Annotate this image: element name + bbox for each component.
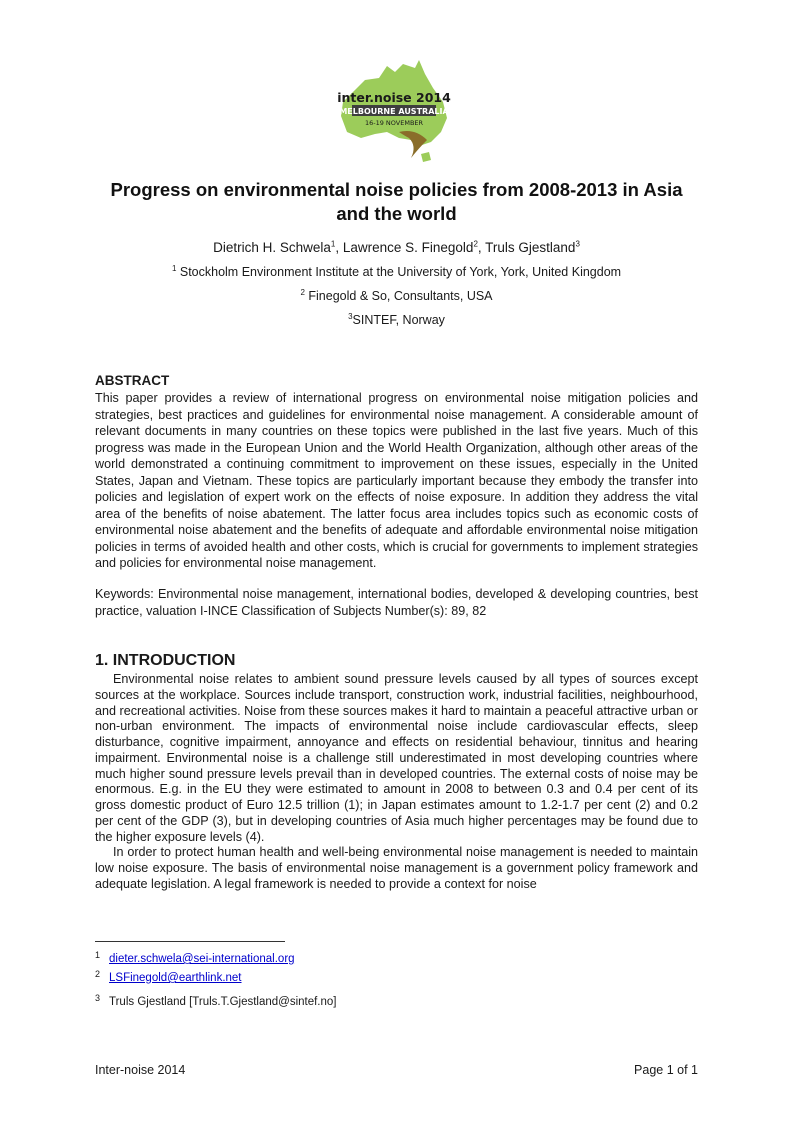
footer-page-number: Page 1 of 1 bbox=[634, 1063, 698, 1077]
footnote: 3 Truls Gjestland [Truls.T.Gjestland@sintef.no] bbox=[95, 993, 337, 1008]
paragraph: In order to protect human health and well-being environmental noise management is needed to maintain low noise exposure. The basis of environmental noise management is a government policy framework and adequate legislation. A legal framework is needed to provide a context for noise bbox=[95, 845, 698, 891]
abstract-text: This paper provides a review of international progress on environmental noise mitigation policies and strategies, best practices and guidelines for environmental noise management. A considerable amount of relevant documents in many countries on these topics were published in the last five years. Much of this progress was made in the European Union and the World Health Organization, although other areas of the world demonstrated a continuing commitment to improvement on these issues, especially in the United States, Japan and Vietnam. These topics are particularly important because they embody the transfer into policies and legislation of expert work on the effects of noise exposure. In addition they address the vital area of the benefits of noise abatement. The latter focus area includes topics such as economic costs of environmental noise abatement and the benefits of adequate and affordable environmental noise mitigation policies in terms of avoided health and other costs, which is crucial for governments to implement strategies and policies for environmental noise management. bbox=[95, 391, 698, 570]
paragraph: Environmental noise relates to ambient sound pressure levels caused by all types of sources except sources at the workplace. Sources include transport, construction work, industrial facilities, neighbourhood, and recreational activities. Noise from these sources makes it hard to maintain a peaceful attractive urban or non-urban environment. The impacts of environmental noise include cardiovascular effects, sleep disturbance, cognitive impairment, annoyance and effects on residential behaviour, tinnitus and hearing impairment. Environmental noise is a challenge still underestimated in most developing countries where much higher sound pressure levels prevail than in developed countries. The external costs of noise may be enormous. E.g. in the EU they were estimated to amount in 2008 to between 0.3 and 0.4 per cent of its gross domestic product of Euro 12.5 trillion (1); in Japan estimates amount to 1.2-1.7 per cent (2) and 0.2 per cent of the GDP (3), but in developing countries of Asia much higher percentages may be found due to the higher exposure levels (4). bbox=[95, 672, 698, 844]
author-name: Dietrich H. Schwela bbox=[213, 240, 331, 255]
email-link[interactable]: dieter.schwela@sei-international.org bbox=[109, 953, 295, 965]
footnote: 1 dieter.schwela@sei-international.org bbox=[95, 950, 295, 965]
footnote: 2 LSFinegold@earthlink.net bbox=[95, 969, 242, 984]
author-mark: 2 bbox=[473, 239, 478, 249]
section-heading-introduction: 1. INTRODUCTION bbox=[95, 652, 236, 669]
affiliation: $^3$SINTEF, Norway bbox=[348, 311, 445, 327]
abstract-heading: ABSTRACT bbox=[95, 373, 170, 388]
author-name: Truls Gjestland bbox=[485, 240, 576, 255]
author-mark: 3 bbox=[575, 239, 580, 249]
author-list: Dietrich H. Schwela$^1$, Lawrence S. Finegold$^2$, Truls Gjestland$^3$ bbox=[213, 239, 580, 255]
keywords: Keywords: Environmental noise management, international bodies, developed & developing countries, best practice, valuation I-INCE Classification of Subjects Number(s): 89, 82 bbox=[95, 587, 698, 618]
tasmania-shape bbox=[421, 152, 431, 162]
logo-location: MELBOURNE AUSTRALIA bbox=[339, 107, 449, 116]
paper-title: Progress on environmental noise policies from 2008-2013 in Asia and the world bbox=[110, 179, 683, 224]
affiliation: $^1$ Stockholm Environment Institute at the University of York, York, United Kingdom bbox=[171, 263, 622, 279]
email-link[interactable]: LSFinegold@earthlink.net bbox=[109, 972, 242, 984]
conference-logo bbox=[335, 58, 453, 170]
introduction-body bbox=[95, 672, 698, 893]
author-mark: 1 bbox=[330, 239, 336, 249]
affiliation: $^2$ Finegold & So, Consultants, USA bbox=[300, 287, 493, 303]
logo-dates: 16-19 NOVEMBER bbox=[364, 119, 424, 127]
footnote-divider bbox=[95, 941, 285, 942]
author-name: Lawrence S. Finegold bbox=[342, 240, 474, 255]
footer-conference: Inter-noise 2014 bbox=[95, 1063, 186, 1077]
logo-title: inter.noise 2014 bbox=[337, 90, 451, 105]
